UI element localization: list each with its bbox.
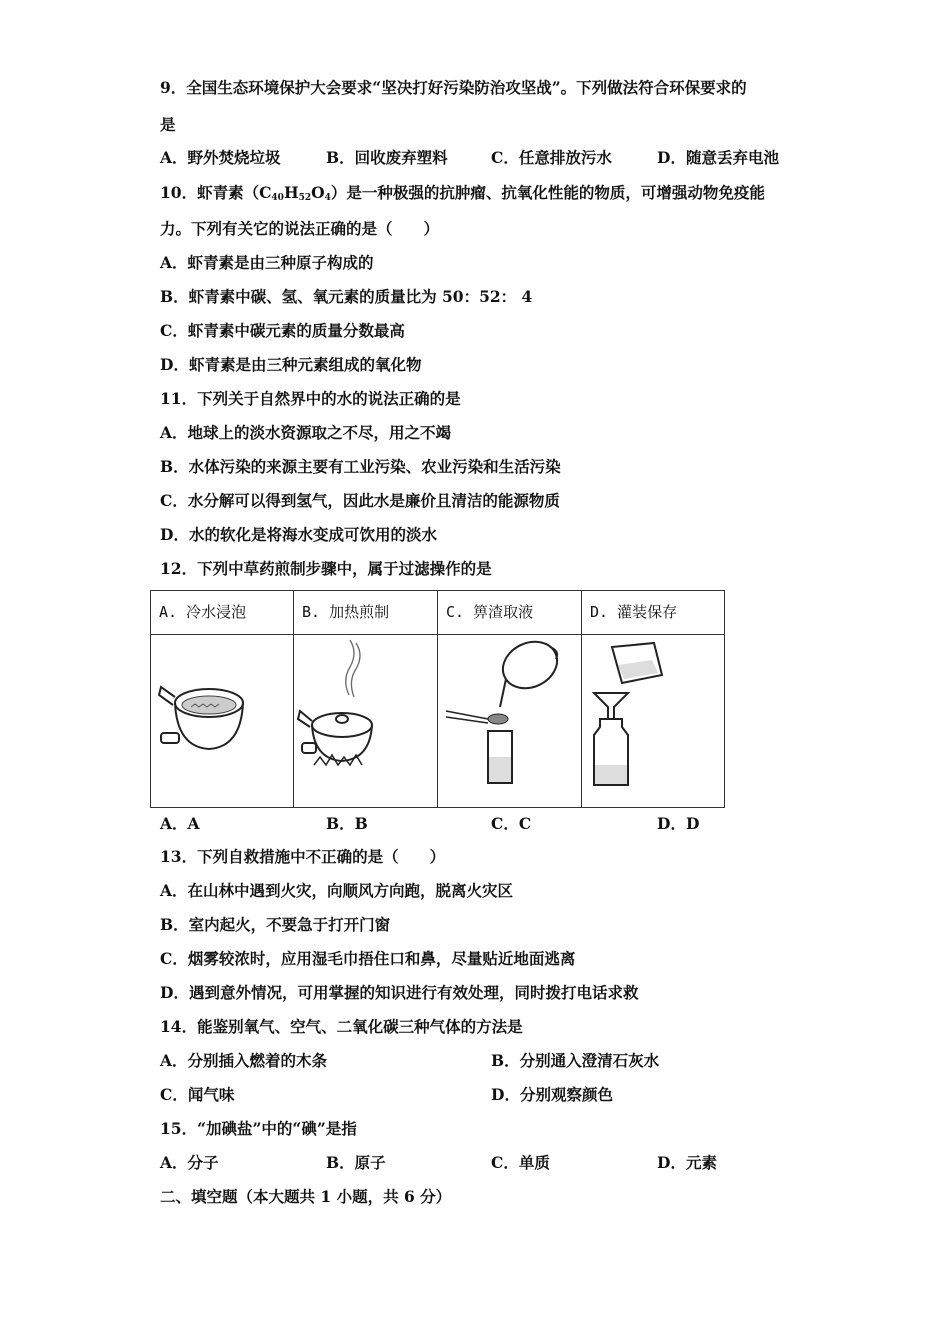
- q13-stem: 13．下列自救措施中不正确的是（ ）: [160, 847, 446, 866]
- q12-header-d: D. 灌装保存: [582, 591, 725, 635]
- q10-stem-line2: 力。下列有关它的说法正确的是（ ）: [160, 219, 440, 238]
- q13-option-d: D．遇到意外情况，可用掌握的知识进行有效处理，同时拨打电话求救: [160, 983, 639, 1002]
- q12-option-d: D．D: [657, 814, 700, 833]
- q14-option-c: C．闻气味: [160, 1085, 235, 1104]
- q14-option-a: A．分别插入燃着的木条: [160, 1051, 328, 1070]
- q10-option-a: A．虾青素是由三种原子构成的: [160, 253, 374, 272]
- q12-header-b: B. 加热煎制: [294, 591, 438, 635]
- q10-option-d: D．虾青素是由三种元素组成的氧化物: [160, 355, 422, 374]
- q12-table: [150, 590, 725, 808]
- q15-option-d: D．元素: [657, 1153, 717, 1172]
- q12-option-a: A．A: [160, 814, 200, 833]
- q11-option-b: B．水体污染的来源主要有工业污染、农业污染和生活污染: [160, 457, 561, 476]
- q11-option-c: C．水分解可以得到氢气，因此水是廉价且清洁的能源物质: [160, 491, 560, 510]
- soaking-pot-illustration: [151, 635, 293, 805]
- q12-header-a: A. 冷水浸泡: [151, 591, 294, 635]
- boiling-pot-illustration: [294, 635, 437, 805]
- q12-option-b: B．B: [326, 814, 368, 833]
- q9-stem-line1: 9．全国生态环境保护大会要求“坚决打好污染防治攻坚战”。下列做法符合环保要求的: [160, 78, 747, 97]
- filtering-illustration: [438, 635, 581, 805]
- q12-stem: 12．下列中草药煎制步骤中，属于过滤操作的是: [160, 559, 492, 578]
- q13-option-a: A．在山林中遇到火灾，向顺风方向跑，脱离火灾区: [160, 881, 514, 900]
- q12-image-cell-c: [438, 635, 582, 808]
- q15-stem: 15．“加碘盐”中的“碘”是指: [160, 1119, 357, 1138]
- q12-option-c: C．C: [491, 814, 532, 833]
- q9-option-d: D．随意丢弃电池: [657, 148, 779, 167]
- q14-option-d: D．分别观察颜色: [491, 1085, 613, 1104]
- q9-option-c: C．任意排放污水: [491, 148, 612, 167]
- q9-option-a: A．野外焚烧垃圾: [160, 148, 281, 167]
- bottling-illustration: [582, 635, 724, 805]
- q13-option-c: C．烟雾较浓时，应用湿毛巾捂住口和鼻，尽量贴近地面逃离: [160, 949, 576, 968]
- q11-stem: 11．下列关于自然界中的水的说法正确的是: [160, 389, 461, 408]
- q15-option-b: B．原子: [326, 1153, 386, 1172]
- q11-option-d: D．水的软化是将海水变成可饮用的淡水: [160, 525, 437, 544]
- q14-option-b: B．分别通入澄清石灰水: [491, 1051, 660, 1070]
- q11-option-a: A．地球上的淡水资源取之不尽，用之不竭: [160, 423, 452, 442]
- q10-stem-line1: 10．虾青素$(C_{40}H_{52}O_4)$是一种极强的抗肿瘤、抗氧化性能的物质，可增强动物免疫能: [160, 183, 765, 203]
- section2-title: 二、填空题（本大题共 1 小题，共 6 分）: [160, 1187, 452, 1206]
- q15-option-a: A．分子: [160, 1153, 219, 1172]
- q15-option-c: C．单质: [491, 1153, 550, 1172]
- q14-stem: 14．能鉴别氧气、空气、二氧化碳三种气体的方法是: [160, 1017, 523, 1036]
- q9-stem-line2: 是: [160, 115, 176, 134]
- q10-option-b: B．虾青素中碳、氢、氧元素的质量比为 50：52： 4: [160, 287, 533, 306]
- q9-option-b: B．回收废弃塑料: [326, 148, 448, 167]
- q12-image-cell-b: [294, 635, 438, 808]
- q12-image-cell-a: [151, 635, 294, 808]
- q10-option-c: C．虾青素中碳元素的质量分数最高: [160, 321, 405, 340]
- q12-header-c: C. 箅渣取液: [438, 591, 582, 635]
- q13-option-b: B．室内起火，不要急于打开门窗: [160, 915, 391, 934]
- q12-image-cell-d: [582, 635, 725, 808]
